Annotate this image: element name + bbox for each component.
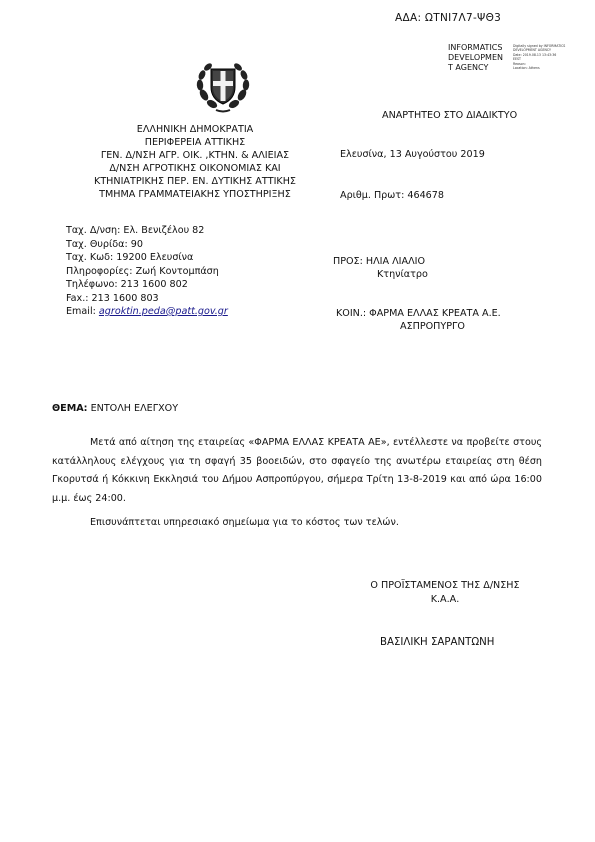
cc-company: ΚΟΙΝ.: ΦΑΡΜΑ ΕΛΛΑΣ ΚΡΕΑΤΑ Α.Ε. xyxy=(336,308,501,319)
subject-label: ΘΕΜΑ: xyxy=(52,403,88,414)
stamp-line: T AGENCY xyxy=(448,63,489,72)
stamp-fine-line: Location: Athens xyxy=(513,66,540,71)
protocol-number: Αριθμ. Πρωτ: 464678 xyxy=(340,190,444,201)
stamp-fine-line: EEST xyxy=(513,57,521,62)
header-line: ΕΛΛΗΝΙΚΗ ΔΗΜΟΚΡΑΤΙΑ xyxy=(136,124,254,135)
contact-info-person: Πληροφορίες: Ζωή Κοντομπάση xyxy=(66,265,219,277)
signature-title-block xyxy=(365,579,525,606)
email-label: Email: xyxy=(66,306,99,317)
contact-fax: Fax.: 213 1600 803 xyxy=(66,292,159,304)
contact-details xyxy=(66,224,228,319)
cc-location: ΑΣΠΡΟΠΥΡΓΟ xyxy=(400,321,465,332)
stamp-agency-name xyxy=(448,43,503,73)
header-line: Δ/ΝΣΗ ΑΓΡΟΤΙΚΗΣ ΟΙΚΟΝΟΜΙΑΣ ΚΑΙ xyxy=(109,163,281,174)
document-date: Ελευσίνα, 13 Αυγούστου 2019 xyxy=(340,149,485,160)
signature-title: Ο ΠΡΟΪΣΤΑΜΕΝΟΣ ΤΗΣ Δ/ΝΣΗΣ xyxy=(370,580,520,591)
recipient-role: Κτηνίατρο xyxy=(377,269,428,280)
subject-line xyxy=(52,403,178,414)
header-line: ΚΤΗΝΙΑΤΡΙΚΗΣ ΠΕΡ. ΕΝ. ΔΥΤΙΚΗΣ ΑΤΤΙΚΗΣ xyxy=(94,176,296,187)
contact-pobox: Ταχ. Θυρίδα: 90 xyxy=(66,238,143,250)
signer-name: ΒΑΣΙΛΙΚΗ ΣΑΡΑΝΤΩΝΗ xyxy=(380,637,495,648)
header-line: ΠΕΡΙΦΕΡΕΙΑ ΑΤΤΙΚΗΣ xyxy=(144,137,246,148)
internet-upload-note: ΑΝΑΡΤΗΤΕΟ ΣΤΟ ΔΙΑΔΙΚΤΥΟ xyxy=(382,110,518,121)
stamp-line: INFORMATICS xyxy=(448,43,503,52)
contact-address: Ταχ. Δ/νση: Ελ. Βενιζέλου 82 xyxy=(66,225,205,236)
letter-body xyxy=(52,434,542,533)
body-paragraph: Μετά από αίτηση της εταιρείας «ΦΑΡΜΑ ΕΛΛΑΣ ΚΡΕΑΤΑ ΑΕ», εντέλλεστε να προβείτε στους κατάλληλους ελέγχους για τη σφαγή 35 βοοειδών, στο σφαγείο της ανωτέρω εταιρείας στη θέση Γκορυτσά ή Κόκκινη Εκκλησιά του Δήμου Ασπροπύργου, σήμερα Τρίτη 13-8-2019 και από ώρα 16:00 μ.μ. έως 24:00. xyxy=(52,437,542,504)
issuing-authority-header xyxy=(80,123,310,201)
stamp-fine-line: DEVELOPMENT AGENCY xyxy=(513,48,551,53)
body-paragraph: Επισυνάπτεται υπηρεσιακό σημείωμα για το κόστος των τελών. xyxy=(90,517,399,528)
greek-coat-of-arms-emblem xyxy=(194,57,252,115)
digital-signature-stamp xyxy=(448,43,573,77)
header-line: ΤΜΗΜΑ ΓΡΑΜΜΑΤΕΙΑΚΗΣ ΥΠΟΣΤΗΡΙΞΗΣ xyxy=(99,189,291,200)
stamp-line: DEVELOPMEN xyxy=(448,53,503,62)
signature-subtitle: Κ.Α.Α. xyxy=(430,593,460,605)
subject-text: ΕΝΤΟΛΗ ΕΛΕΓΧΟΥ xyxy=(87,403,179,414)
contact-phone: Τηλέφωνο: 213 1600 802 xyxy=(66,279,188,290)
stamp-fine-line: Digitally signed by INFORMATICS xyxy=(513,44,566,48)
stamp-fine-print xyxy=(513,44,571,70)
recipient-block xyxy=(333,255,428,281)
contact-email-row xyxy=(66,305,228,319)
stamp-fine-line: Date: 2019.08.13 13:43:36 xyxy=(513,52,557,57)
email-link[interactable]: agroktin.peda@patt.gov.gr xyxy=(98,306,228,317)
header-line: ΓΕΝ. Δ/ΝΣΗ ΑΓΡ. ΟΙΚ. ,ΚΤΗΝ. & ΑΛΙΕΙΑΣ xyxy=(100,150,290,161)
ada-code: ΑΔΑ: ΩΤΝΙ7Λ7-ΨΘ3 xyxy=(395,12,502,24)
contact-postcode: Ταχ. Κωδ: 19200 Ελευσίνα xyxy=(66,252,194,263)
stamp-fine-line: Reason: xyxy=(513,61,526,66)
recipient-name: ΠΡΟΣ: ΗΛΙΑ ΛΙΑΛΙΟ xyxy=(333,256,426,267)
cc-block xyxy=(336,307,501,333)
